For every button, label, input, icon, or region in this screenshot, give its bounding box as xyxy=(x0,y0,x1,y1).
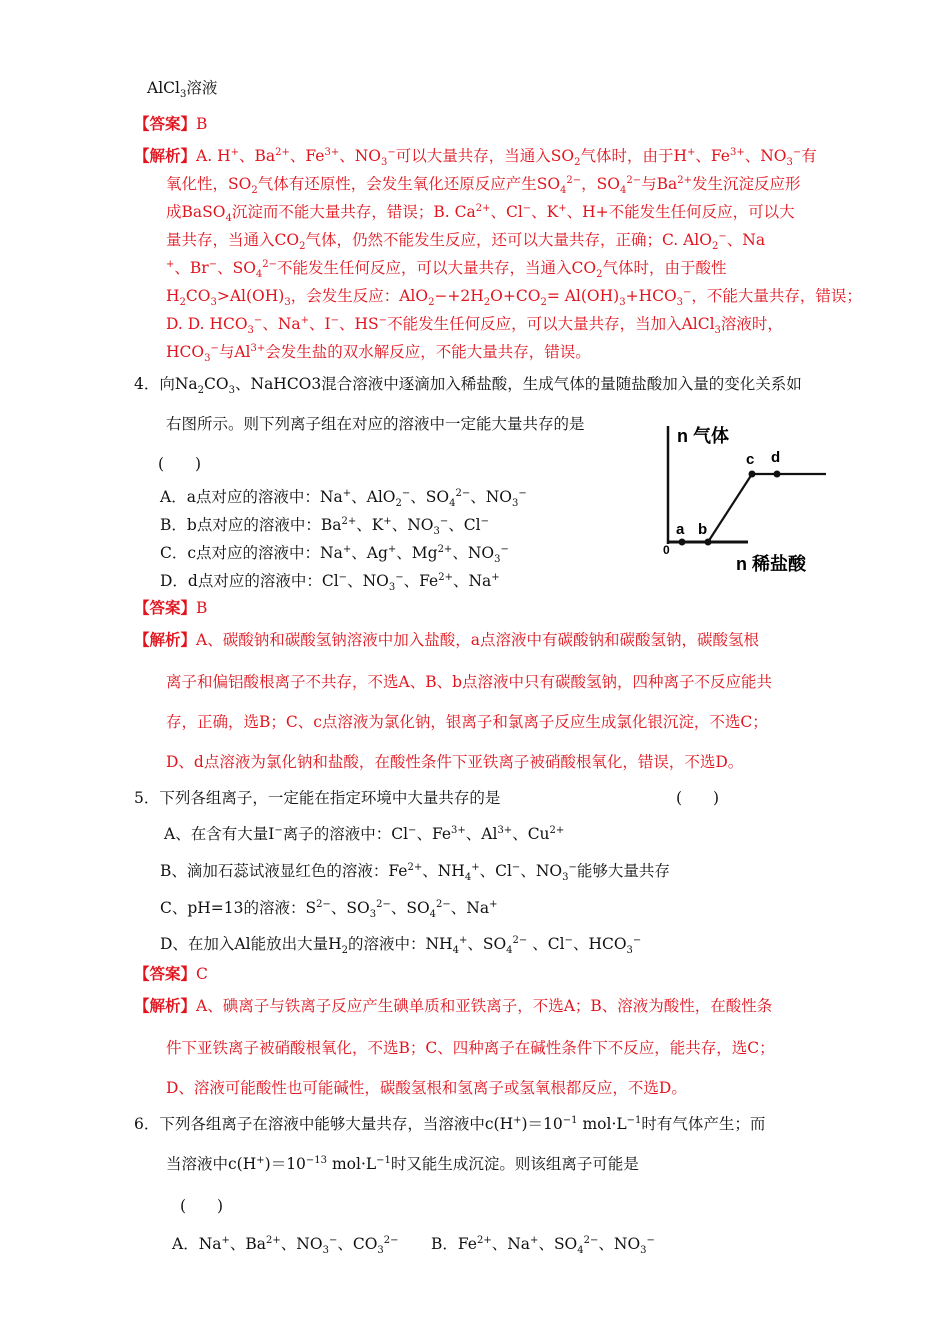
q4-option-d: D．d点对应的溶液中：Cl−、$NO_3^-$、$Fe^{2+}$、Na+ xyxy=(160,571,500,594)
q4-option-b: B．b点对应的溶液中：$Ba^{2+}$、K+、$NO_3^-$、Cl− xyxy=(160,515,489,538)
q4-stem-line-1: 4．向$Na_2CO_3$、NaHCO3混合溶液中逐滴加入稀盐酸，生成气体的量随盐酸加入量的变化关系如 xyxy=(134,375,802,397)
q4-explanation-line-2: 离子和偏铝酸根离子不共存，不选A、B、b点溶液中只有碳酸氢钠，四种离子不反应能共 xyxy=(166,673,773,691)
q4-option-a: A．a点对应的溶液中：Na+、AlO$_2$−、$SO_4^{2-}$、$NO_3^-$ xyxy=(160,487,527,510)
q5-explanation-line-3: D、溶液可能酸性也可能碱性，碳酸氢根和氢离子或氢氧根都反应，不选D。 xyxy=(166,1079,687,1097)
q5-answer-line: 【答案】C xyxy=(134,964,208,983)
origin-label: 0 xyxy=(663,543,670,557)
x-axis-label: n 稀盐酸 xyxy=(736,554,806,574)
label-b: b xyxy=(698,521,708,538)
y-axis-label: n 气体 xyxy=(677,426,729,446)
q5-option-a: A、在含有大量I−离子的溶液中：Cl−、$Fe^{3+}$、$Al^{3+}$、$Cu^{2+}$ xyxy=(164,824,565,843)
point-a xyxy=(679,539,686,546)
q5-stem: 5．下列各组离子，一定能在指定环境中大量共存的是 xyxy=(134,789,501,807)
q4-explanation-line-1: 【解析】A、碳酸钠和碳酸氢钠溶液中加入盐酸，a点溶液中有碳酸钠和碳酸氢钠，碳酸氢根 xyxy=(134,630,759,649)
prev-option-tail: AlCl$_3$溶液 xyxy=(147,79,218,101)
q5-option-d: D、在加入Al能放出大量$H_2$的溶液中：$NH_4^+$、$SO_4^{2-}$ 、Cl−、$HCO_3^-$ xyxy=(160,934,642,957)
label-a: a xyxy=(676,521,685,538)
q5-explanation-line-1: 【解析】A、碘离子与铁离子反应产生碘单质和亚铁离子，不选A；B、溶液为酸性，在酸性条 xyxy=(134,996,773,1015)
q5-option-c: C、pH=13的溶液：$S^{2-}$、$SO_3^{2-}$、$SO_4^{2-}$、Na+ xyxy=(160,898,498,921)
q4-answer-line: 【答案】B xyxy=(134,598,208,617)
q3-explanation-line-1: 【解析】A. H+、$Ba^{2+}$、$Fe^{3+}$、$NO_3^-$可以大量共存，当通入$SO_2$气体时，由于H+、$Fe^{3+}$、$NO_3^-$有 xyxy=(134,146,817,169)
q3-explanation-line-3: 成BaSO$_4$沉淀而不能大量共存，错误；B. $Ca^{2+}$、Cl−、K+、H+不能发生任何反应，可以大 xyxy=(166,202,795,225)
q5-blank: ( ) xyxy=(676,789,720,807)
q4-blank: ( ) xyxy=(158,455,202,473)
q5-explanation-line-2: 件下亚铁离子被硝酸根氧化，不选B；C、四种离子在碱性条件下不反应，能共存，选C； xyxy=(166,1039,775,1057)
q4-explanation-line-4: D、d点溶液为氯化钠和盐酸，在酸性条件下亚铁离子被硝酸根氧化，错误，不选D。 xyxy=(166,753,744,771)
curve-rise xyxy=(708,474,752,542)
point-c xyxy=(749,471,756,478)
q3-explanation-line-2: 氧化性，$SO_2$气体有还原性，会发生氧化还原反应产生$SO_4^{2-}$，$SO_4^{2-}$与$Ba^{2+}$发生沉淀反应形 xyxy=(166,174,801,197)
q3-explanation-line-5: +、Br−、$SO_4^{2-}$不能发生任何反应，可以大量共存，当通入$CO_2$气体时，由于酸性 xyxy=(166,258,727,281)
q4-stem-line-2: 右图所示。则下列离子组在对应的溶液中一定能大量共存的是 xyxy=(166,415,585,433)
point-b xyxy=(705,539,712,546)
q3-explanation-line-6: $H_2CO_3>Al(OH)_3$，会发生反应：$AlO_2-+2H_2O+CO_2= Al(OH)_3+HCO_3^-$，不能大量共存，错误； xyxy=(166,286,862,309)
q4-option-c: C．c点对应的溶液中：Na+、Ag+、$Mg^{2+}$、$NO_3^-$ xyxy=(160,543,509,566)
q3-explanation-line-7: D. D. $HCO_3^-$、Na+、I−、HS−不能发生任何反应，可以大量共存，当加入AlCl$_3$溶液时， xyxy=(166,314,783,337)
answer-line: 【答案】B xyxy=(134,114,208,133)
gas-vs-hcl-graph xyxy=(660,418,830,576)
point-d xyxy=(774,471,781,478)
q6-option-b: B．$Fe^{2+}$、Na+、$SO_4^{2-}$、$NO_3^-$ xyxy=(431,1234,655,1257)
q3-explanation-line-8: $HCO_3^-$与$Al^{3+}$会发生盐的双水解反应，不能大量共存，错误。 xyxy=(166,342,591,365)
q6-blank: ( ) xyxy=(180,1197,224,1215)
label-c: c xyxy=(746,451,755,468)
label-d: d xyxy=(771,449,781,466)
q5-option-b: B、滴加石蕊试液显红色的溶液：$Fe^{2+}$、$NH_4^+$、Cl−、$NO_3^-$能够大量共存 xyxy=(160,861,670,884)
q4-explanation-line-3: 存，正确，选B；C、c点溶液为氯化钠，银离子和氯离子反应生成氯化银沉淀，不选C； xyxy=(166,713,768,731)
q6-stem-line-2: 当溶液中$c(H^+)=10^{-13}$ $mol\cdot L^{-1}$时又能生成沉淀。则该组离子可能是 xyxy=(166,1154,639,1173)
q3-explanation-line-4: 量共存，当通入$CO_2$气体，仍然不能发生反应，还可以大量共存，正确；C. AlO$_2$−、Na xyxy=(166,230,766,253)
q6-option-a: A．Na+、$Ba^{2+}$、$NO_3^-$、$CO_3^{2-}$ xyxy=(172,1234,399,1257)
q6-stem-line-1: 6．下列各组离子在溶液中能够大量共存，当溶液中$c(H^+)=10^{-1}$ $mol\cdot L^{-1}$时有气体产生；而 xyxy=(134,1114,766,1133)
